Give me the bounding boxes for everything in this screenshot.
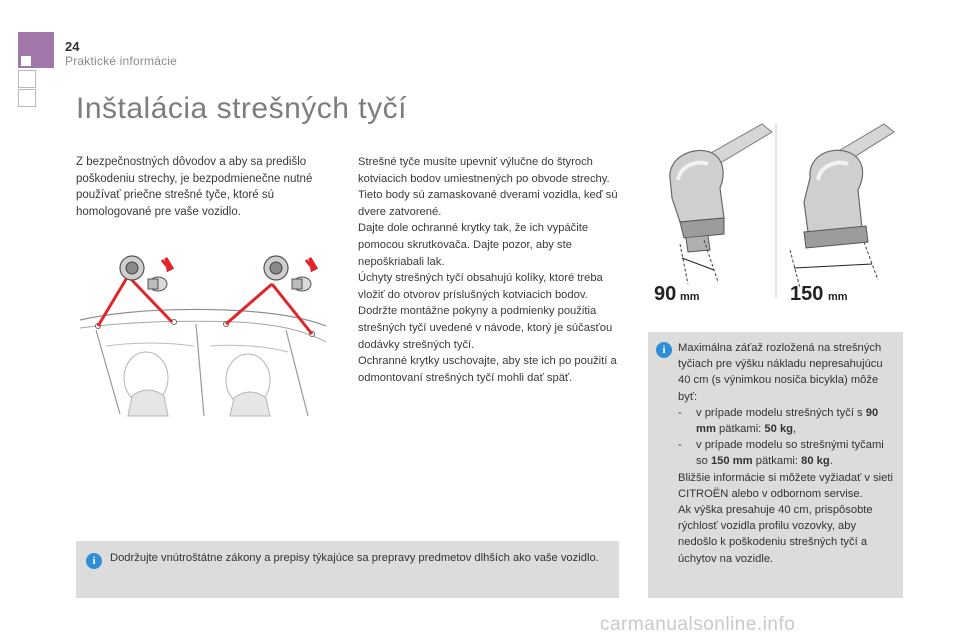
list-text-pre: v prípade modelu strešných tyčí s bbox=[696, 406, 866, 419]
list-item bbox=[678, 437, 893, 469]
list-text-mid: pätkami: bbox=[715, 423, 765, 436]
list-text-weight: 80 kg bbox=[801, 455, 830, 468]
instruction-paragraph: Dodržte montážne pokyny a podmienky použitia strešných tyčí uvedené v návode, ktorý je súčasťou dodávky strešných tyčí. bbox=[358, 305, 613, 351]
intro-paragraph bbox=[76, 154, 334, 220]
list-text-size: 150 mm bbox=[710, 455, 753, 468]
instruction-paragraph: Úchyty strešných tyčí obsahujú kolíky, ktoré treba vložiť do otvorov príslušných kotviacich bodov. bbox=[358, 272, 603, 301]
section-marker-empty bbox=[18, 70, 36, 88]
load-info-box bbox=[648, 332, 903, 598]
page-number: 24 bbox=[65, 39, 80, 54]
list-text-weight: 50 kg bbox=[764, 423, 794, 436]
list-text-post: , bbox=[793, 423, 797, 436]
height-advice-text: Ak výška presahuje 40 cm, prispôsobte rýchlosť vozidla profilu vozovky, aby nedošlo k poškodeniu strešných tyčí a úchytov na vozidle. bbox=[678, 504, 873, 565]
page-title: Inštalácia strešných tyčí bbox=[76, 92, 407, 125]
load-info-text bbox=[678, 340, 893, 567]
car-anchor-illustration bbox=[76, 246, 328, 418]
foot-size-90-label: 90 bbox=[654, 283, 677, 304]
list-dash: - bbox=[678, 439, 682, 452]
section-marker bbox=[18, 32, 54, 68]
watermark: carmanualsonline.info bbox=[600, 614, 796, 635]
instruction-paragraph: Ochranné krytky uschovajte, aby ste ich po použití a odmontovaní strešných tyčí mohli dať späť. bbox=[358, 355, 617, 384]
list-text-pre: v prípade modelu so strešnými tyčami so bbox=[696, 439, 884, 468]
list-text-post: . bbox=[829, 455, 833, 468]
law-info-box bbox=[76, 541, 619, 598]
list-text bbox=[696, 437, 893, 469]
law-info-text: Dodržujte vnútroštátne zákony a prepisy týkajúce sa prepravy predmetov dlhších ako vaše vozidlo. bbox=[110, 552, 599, 564]
list-dash: - bbox=[678, 406, 682, 419]
list-text bbox=[696, 405, 893, 437]
info-icon: i bbox=[656, 342, 672, 358]
load-intro: Maximálna záťaž rozložená na strešných tyčiach pre výšku nákladu nepresahujúcu 40 cm (s výnimkou nosiča bicykla) môže byť: bbox=[678, 342, 883, 403]
intro-text: Z bezpečnostných dôvodov a aby sa predišlo poškodeniu strechy, je bezpodmienečne nutné používať priečne strešné tyče, ktoré sú homologované pre vaše vozidlo. bbox=[76, 156, 313, 218]
list-item bbox=[678, 405, 893, 437]
instruction-paragraph: Strešné tyče musíte upevniť výlučne do štyroch kotviacich bodov umiestnených po obvode strechy. Tieto body sú zamaskované dverami vozidla, keď sú dvere zatvorené. bbox=[358, 156, 618, 218]
section-title: Praktické informácie bbox=[65, 54, 178, 68]
list-text-mid: pätkami: bbox=[752, 455, 802, 468]
section-marker-empty bbox=[18, 89, 36, 107]
roof-bar-feet-illustration bbox=[640, 118, 902, 304]
instruction-paragraph: Dajte dole ochranné krytky tak, že ich vypáčite pomocou skrutkovača. Dajte pozor, aby ste nepoškriabali lak. bbox=[358, 222, 589, 268]
info-icon: i bbox=[86, 553, 102, 569]
unit-label: mm bbox=[680, 291, 700, 303]
instructions bbox=[358, 154, 624, 386]
unit-label: mm bbox=[828, 291, 848, 303]
foot-size-150-label: 150 bbox=[790, 283, 824, 304]
more-info-text: Bližšie informácie si môžete vyžiadať v sieti CITROËN alebo v odbornom servise. bbox=[678, 471, 893, 500]
list-text-size: 90 mm bbox=[696, 406, 879, 436]
